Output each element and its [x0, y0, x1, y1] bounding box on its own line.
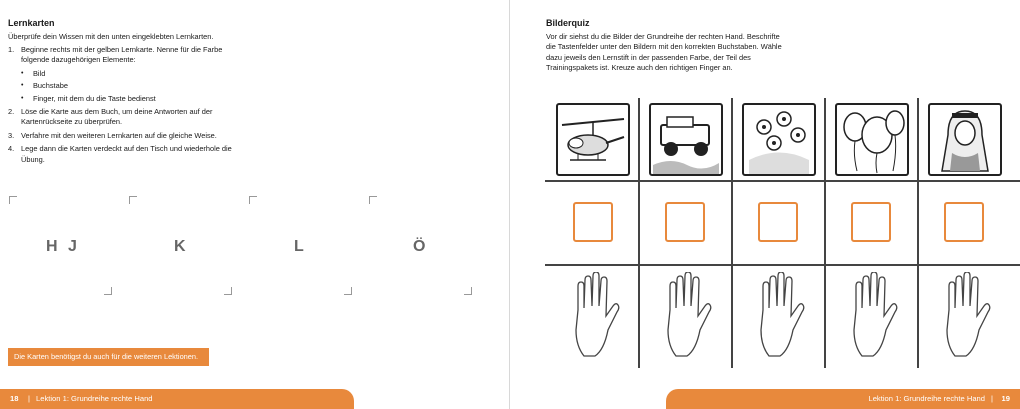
grid-divider [545, 264, 1020, 266]
answer-field-1[interactable] [573, 202, 613, 242]
step-1 [8, 45, 240, 66]
answer-field-5[interactable] [944, 202, 984, 242]
list-item-text: Finger, mit dem du die Taste bedienst [33, 93, 156, 103]
card-cut-mark [129, 196, 137, 204]
card-cut-mark [344, 287, 352, 295]
right-page [510, 0, 1020, 409]
step-2 [8, 107, 240, 128]
footer-separator: | [991, 394, 993, 403]
lernkarten-heading: Lernkarten [8, 18, 55, 28]
lernkarten-intro: Überprüfe dein Wissen mit den unten eingeklebten Lernkarten. [8, 32, 214, 41]
step-number: 1. [8, 45, 15, 54]
answer-field-2[interactable] [665, 202, 705, 242]
right-hand-icon[interactable] [755, 272, 805, 360]
footer-left [0, 389, 354, 409]
bullet: • [21, 69, 24, 77]
instruction-steps [8, 45, 240, 168]
card-letter-oe: Ö [413, 238, 429, 255]
card-cut-mark [104, 287, 112, 295]
right-hand-icon[interactable] [570, 272, 620, 360]
grid-divider [731, 98, 733, 368]
sheikh-picture [928, 103, 1002, 176]
card-cut-mark [464, 287, 472, 295]
footer-separator: | [28, 394, 30, 403]
element-list [21, 69, 240, 104]
bullet: • [21, 82, 24, 90]
list-item [21, 94, 240, 104]
bullet: • [21, 94, 24, 102]
answer-field-3[interactable] [758, 202, 798, 242]
right-hand-icon[interactable] [662, 272, 712, 360]
card-letters-hj: H J [46, 238, 80, 255]
right-hand-icon[interactable] [941, 272, 991, 360]
card-cut-mark [224, 287, 232, 295]
bilderquiz-heading: Bilderquiz [546, 18, 590, 28]
right-hand-icon[interactable] [848, 272, 898, 360]
ladybug-icon [744, 105, 814, 174]
footer-title: Lektion 1: Grundreihe rechte Hand [868, 394, 985, 403]
note-box: Die Karten benötigst du auch für die weiteren Lektionen. [8, 348, 209, 366]
step-number: 3. [8, 130, 15, 140]
helicopter-picture [556, 103, 630, 176]
balloons-icon [837, 105, 907, 174]
answer-field-4[interactable] [851, 202, 891, 242]
sheikh-icon [930, 105, 1000, 174]
list-item-text: Bild [33, 68, 46, 78]
step-text: Lege dann die Karten verdeckt auf den Tisch und wiederhole die Übung. [21, 144, 232, 164]
step-text: Löse die Karte aus dem Buch, um deine Antworten auf der Kartenrückseite zu überprüfen. [21, 107, 213, 127]
card-cut-mark [249, 196, 257, 204]
step-number: 4. [8, 144, 15, 154]
ladybug-picture [742, 103, 816, 176]
list-item-text: Buchstabe [33, 81, 68, 91]
step-number: 2. [8, 107, 15, 117]
card-letter-k: K [174, 238, 189, 255]
list-item [21, 81, 240, 91]
list-item [21, 69, 240, 79]
grid-divider [545, 180, 1020, 182]
grid-divider [824, 98, 826, 368]
step-text: Verfahre mit den weiteren Lernkarten auf die gleiche Weise. [21, 130, 217, 140]
step-text: Beginne rechts mit der gelben Lernkarte. Nenne für die Farbe folgende dazugehörigen Elemente: [21, 45, 223, 65]
grid-divider [917, 98, 919, 368]
step-3 [8, 131, 240, 141]
page-number: 19 [1001, 394, 1010, 403]
card-cut-mark [369, 196, 377, 204]
bilderquiz-intro: Vor dir siehst du die Bilder der Grundreihe der rechten Hand. Beschrifte die Tastenfelder unter den Bildern mit den korrekten Buchstaben. Wähle dazu jeweils den Lernstift in der passenden Farbe, der Teil des Trainingspakets ist. Kreuze auch den richtigen Finger an. [546, 32, 782, 73]
footer-title: Lektion 1: Grundreihe rechte Hand [36, 394, 153, 403]
page-number: 18 [10, 394, 19, 403]
grid-divider [638, 98, 640, 368]
helicopter-icon [558, 105, 628, 174]
footer-right [666, 389, 1020, 409]
card-letter-l: L [294, 238, 307, 255]
step-4 [8, 144, 240, 165]
card-cut-mark [9, 196, 17, 204]
jeep-icon [651, 105, 721, 174]
balloons-picture [835, 103, 909, 176]
jeep-picture [649, 103, 723, 176]
